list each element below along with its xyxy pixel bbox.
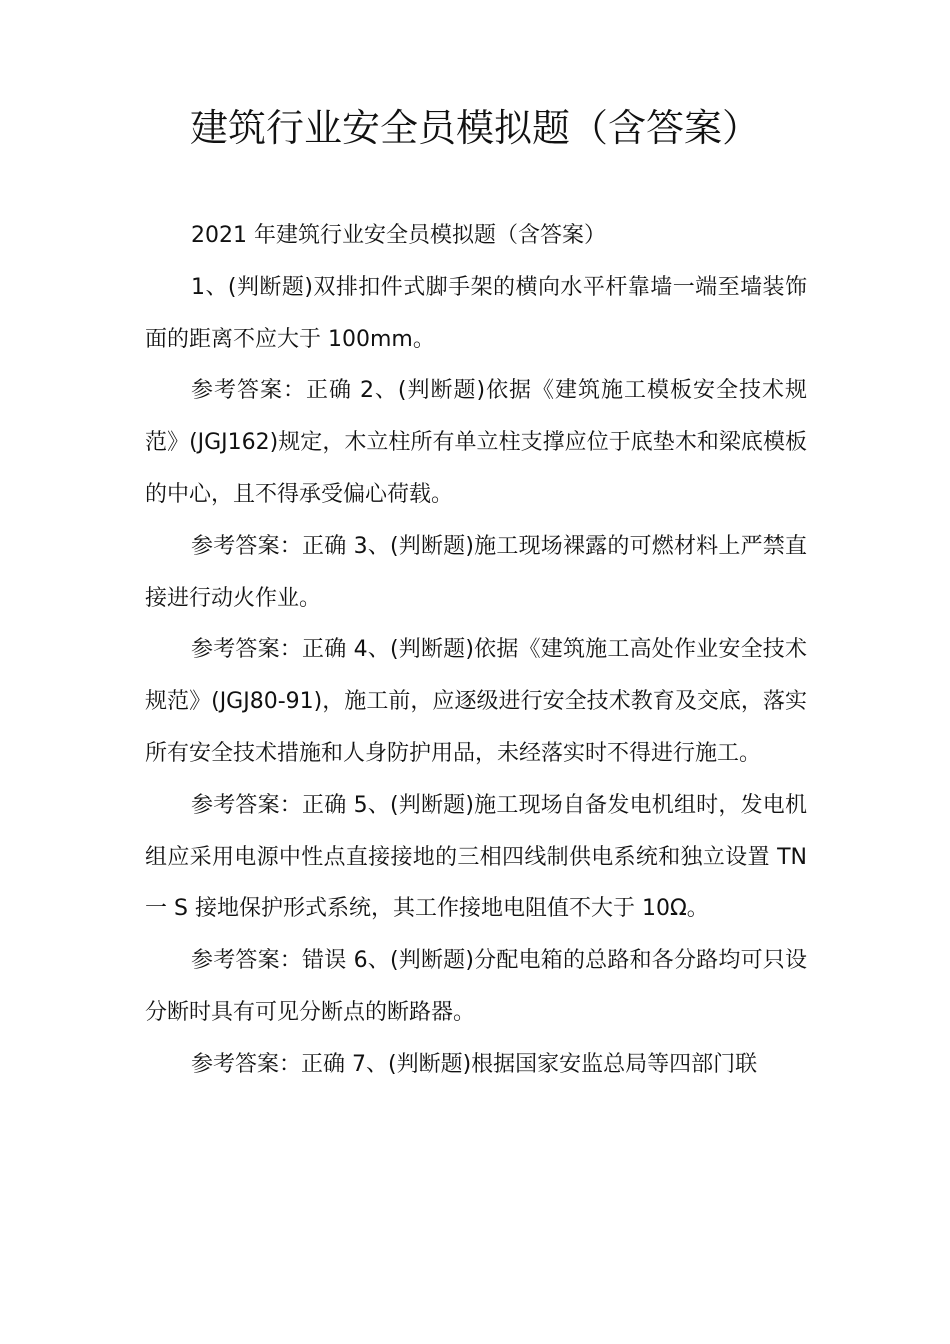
paragraph-answer-5-question-6: 参考答案：错误 6、(判断题)分配电箱的总路和各分路均可只设分断时具有可见分断点的断路器。 [145,948,807,1025]
document-body [145,210,807,1091]
paragraph-question-1: 1、(判断题)双排扣件式脚手架的横向水平杆靠墙一端至墙装饰面的距离不应大于 100mm。 [145,274,807,352]
paragraph-subtitle: 2021 年建筑行业安全员模拟题（含答案） [191,223,606,248]
paragraph-answer-6-question-7: 参考答案：正确 7、(判断题)根据国家安监总局等四部门联 [191,1051,758,1077]
paragraph-answer-2-question-3: 参考答案：正确 3、(判断题)施工现场裸露的可燃材料上严禁直接进行动火作业。 [145,533,807,611]
paragraph-answer-1-question-2: 参考答案：正确 2、(判断题)依据《建筑施工模板安全技术规范》(JGJ162)规定，木立柱所有单立柱支撑应位于底垫木和梁底模板的中心，且不得承受偏心荷载。 [145,378,807,507]
paragraph-answer-3-question-4: 参考答案：正确 4、(判断题)依据《建筑施工高处作业安全技术规范》(JGJ80-91)，施工前，应逐级进行安全技术教育及交底，落实所有安全技术措施和人身防护用品，未经落实时不得进行施工。 [145,637,807,766]
paragraph-answer-4-question-5: 参考答案：正确 5、(判断题)施工现场自备发电机组时，发电机组应采用电源中性点直接接地的三相四线制供电系统和独立设置 TN 一 S 接地保护形式系统，其工作接地电阻值不大于 10Ω。 [145,792,807,922]
document-title: 建筑行业安全员模拟题（含答案） [189,106,760,150]
